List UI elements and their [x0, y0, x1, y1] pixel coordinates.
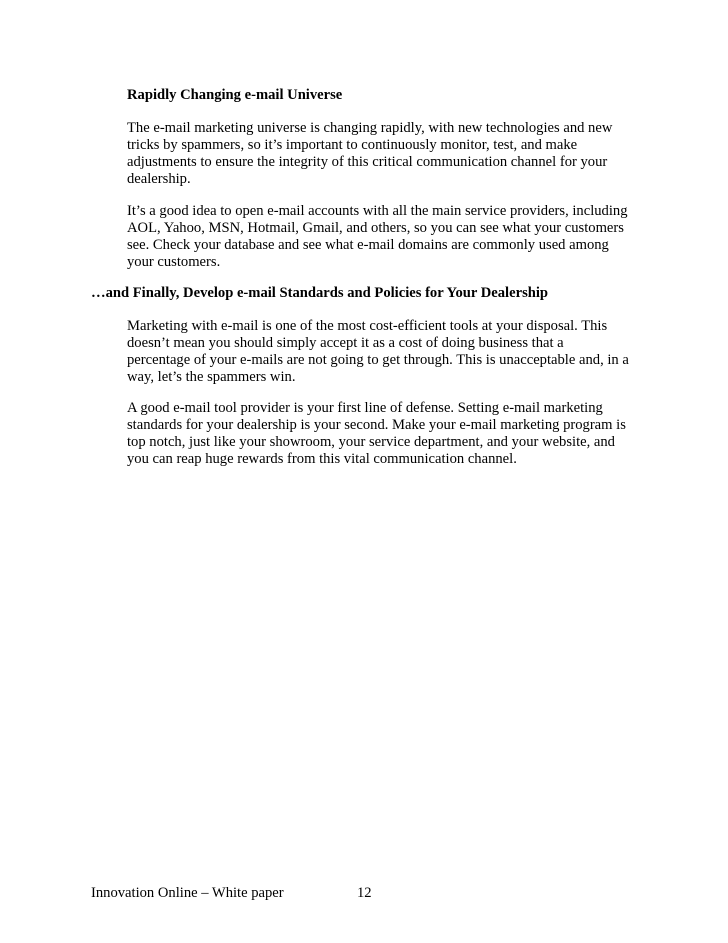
- paragraph-line: Marketing with e-mail is one of the most cost-efficient tools at your disposal. This: [127, 318, 608, 334]
- paragraph-line: way, let’s the spammers win.: [127, 369, 296, 385]
- paragraph-line: AOL, Yahoo, MSN, Hotmail, Gmail, and others, so you can see what your customers: [127, 220, 624, 236]
- paragraph-4: [127, 400, 627, 468]
- section-heading: …and Finally, Develop e-mail Standards and Policies for Your Dealership: [91, 285, 549, 301]
- paragraph-line: you can reap huge rewards from this vital communication channel.: [127, 451, 517, 467]
- paragraph-line: tricks by spammers, so it’s important to continuously monitor, test, and make: [127, 137, 578, 153]
- paragraph-line: your customers.: [127, 254, 221, 270]
- paragraph-line: adjustments to ensure the integrity of this critical communication channel for your: [127, 154, 608, 170]
- paragraph-line: doesn’t mean you should simply accept it as a cost of doing business that a: [127, 335, 564, 351]
- paragraph-line: percentage of your e-mails are not going to get through. This is unacceptable and, in a: [127, 352, 629, 368]
- paragraph-2: [127, 203, 627, 271]
- paragraph-line: A good e-mail tool provider is your first line of defense. Setting e-mail marketing: [127, 400, 603, 416]
- paragraph-1: [127, 120, 627, 188]
- paragraph-line: It’s a good idea to open e-mail accounts with all the main service providers, including: [127, 203, 628, 219]
- paragraph-3: [127, 318, 627, 386]
- paragraph-line: standards for your dealership is your second. Make your e-mail marketing program is: [127, 417, 626, 433]
- sub-heading: Rapidly Changing e-mail Universe: [127, 87, 343, 103]
- paragraph-line: top notch, just like your showroom, your service department, and your website, and: [127, 434, 615, 450]
- footer-title: Innovation Online – White paper: [91, 885, 284, 901]
- paragraph-line: see. Check your database and see what e-mail domains are commonly used among: [127, 237, 609, 253]
- page-number: 12: [357, 885, 372, 901]
- paragraph-line: dealership.: [127, 171, 191, 187]
- paragraph-line: The e-mail marketing universe is changing rapidly, with new technologies and new: [127, 120, 613, 136]
